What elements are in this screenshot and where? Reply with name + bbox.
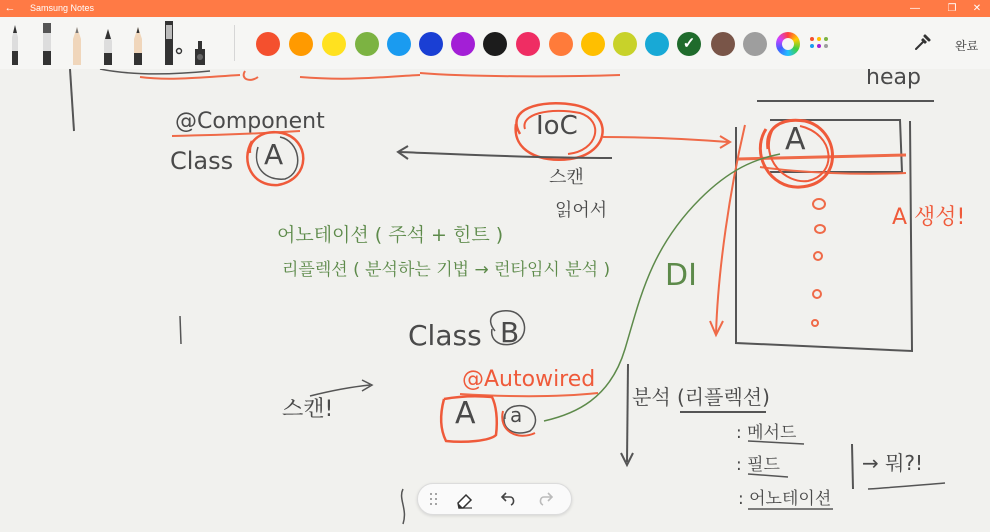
maximize-button[interactable]: ❐	[947, 3, 957, 14]
method-item: : 메서드	[736, 423, 797, 443]
color-swatch-cyan[interactable]	[645, 32, 669, 56]
color-swatch-dark-green-selected[interactable]	[677, 32, 701, 56]
brush-icon[interactable]	[101, 21, 115, 65]
circle-b-letter: B	[500, 316, 520, 349]
di-label: DI	[665, 258, 697, 293]
heap-a-letter: A	[785, 122, 806, 157]
color-swatch-pink[interactable]	[516, 32, 540, 56]
color-swatch-coral[interactable]	[549, 32, 573, 56]
color-swatch-brown[interactable]	[711, 32, 735, 56]
annotation-line: 어노테이션 ( 주석 + 힌트 )	[277, 224, 504, 246]
small-a-letter: a	[510, 403, 523, 427]
heap-label: heap	[866, 69, 921, 90]
ink-strokes	[0, 69, 990, 532]
reflection-line: 리플렉션 ( 분석하는 기법 → 런타임시 분석 )	[282, 260, 611, 280]
pencil-icon[interactable]	[70, 21, 84, 65]
done-button[interactable]: 완료	[955, 39, 979, 53]
autowired-a-letter: A	[455, 396, 476, 431]
autowired-annotation: @Autowired	[462, 367, 596, 392]
pen-toolbar	[0, 17, 990, 69]
eyedropper-icon[interactable]	[913, 34, 931, 52]
scan-label: 스캔	[549, 167, 584, 188]
eraser-icon[interactable]	[454, 489, 476, 511]
floating-edit-bar	[417, 483, 572, 515]
drag-handle-icon[interactable]	[430, 493, 438, 507]
scan-excl-label: 스캔!	[282, 397, 334, 422]
circle-a-letter: A	[264, 138, 284, 171]
minimize-button[interactable]: —	[910, 3, 920, 14]
component-annotation: @Component	[175, 109, 325, 134]
calligraphy-pen-icon[interactable]	[40, 21, 54, 65]
settings-gear-icon[interactable]	[175, 47, 183, 55]
read-label: 읽어서	[555, 200, 608, 221]
more-colors-icon[interactable]	[810, 37, 832, 51]
a-created-label: A 생성!	[892, 205, 966, 230]
color-swatch-blue[interactable]	[419, 32, 443, 56]
colored-pencil-icon[interactable]	[131, 21, 145, 65]
back-arrow-icon[interactable]: ←	[4, 2, 16, 14]
color-swatch-red[interactable]	[256, 32, 280, 56]
class-b-label: Class	[408, 319, 482, 352]
annotation-item: : 어노테이션	[738, 489, 832, 509]
undo-icon[interactable]	[496, 489, 518, 511]
color-swatch-black[interactable]	[483, 32, 507, 56]
app-title: Samsung Notes	[30, 3, 95, 13]
redo-icon[interactable]	[536, 489, 558, 511]
color-swatch-amber[interactable]	[581, 32, 605, 56]
marker-icon[interactable]	[162, 21, 176, 65]
field-item: : 필드	[736, 455, 780, 475]
color-swatch-orange[interactable]	[289, 32, 313, 56]
analysis-label: 분석 (리플렉션)	[632, 385, 770, 409]
color-swatch-lime[interactable]	[613, 32, 637, 56]
color-swatch-sky-blue[interactable]	[387, 32, 411, 56]
close-button[interactable]: ✕	[972, 3, 982, 14]
what-label: → 뭐?!	[862, 451, 924, 475]
color-swatch-green[interactable]	[355, 32, 379, 56]
color-swatch-purple[interactable]	[451, 32, 475, 56]
note-canvas[interactable]	[0, 69, 990, 532]
highlighter-icon[interactable]	[193, 21, 207, 65]
ioc-label: IoC	[536, 111, 578, 141]
fountain-pen-icon[interactable]	[8, 21, 22, 65]
color-swatch-yellow[interactable]	[322, 32, 346, 56]
class-a-label: Class	[170, 147, 234, 175]
color-wheel-icon[interactable]	[776, 32, 800, 56]
color-swatch-gray[interactable]	[743, 32, 767, 56]
toolbar-divider	[234, 25, 235, 61]
title-bar	[0, 0, 990, 17]
